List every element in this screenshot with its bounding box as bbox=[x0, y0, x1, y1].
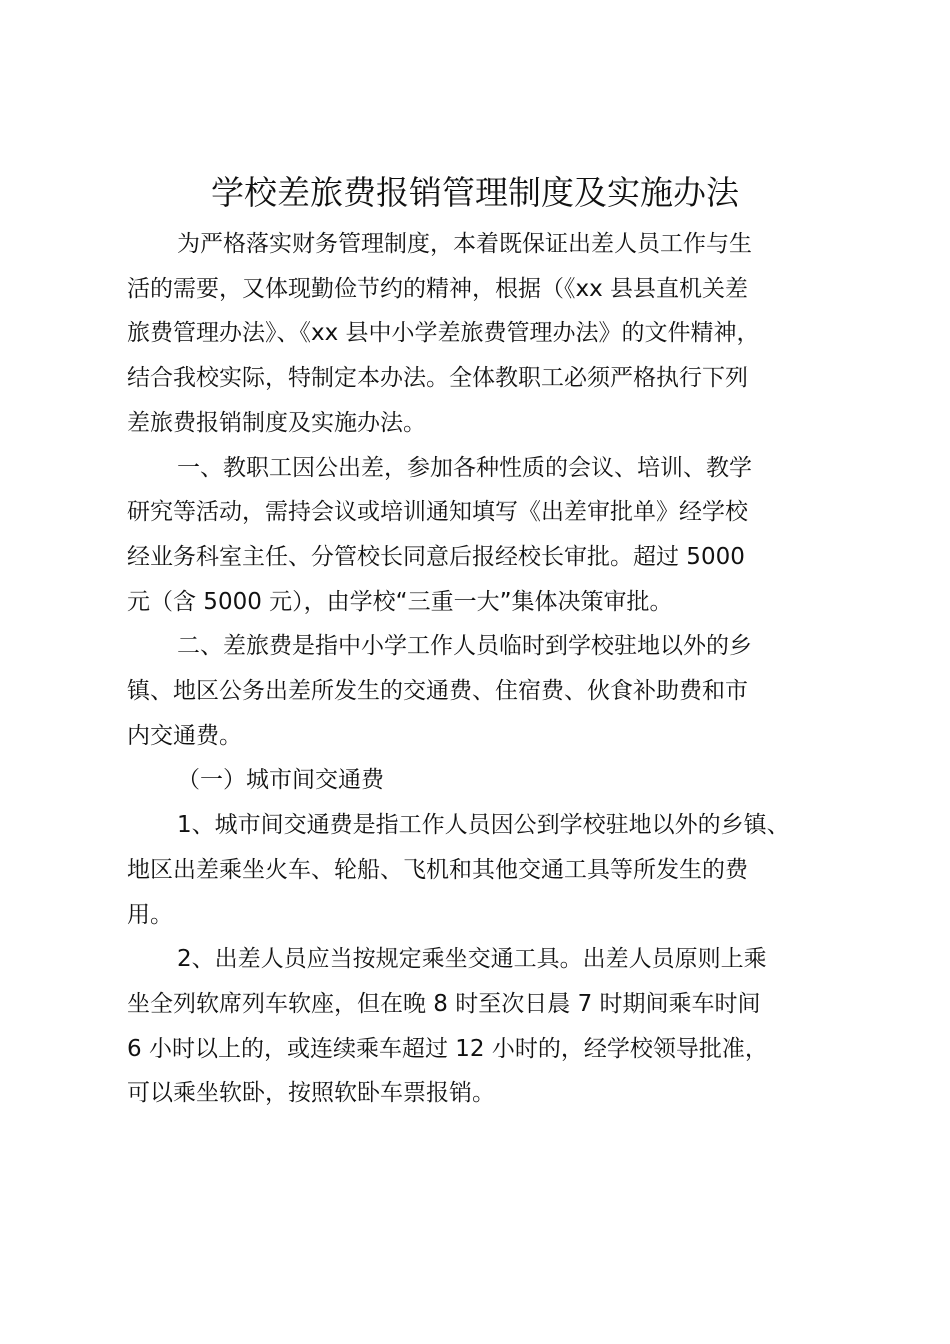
paragraph-line: 1、城市间交通费是指工作人员因公到学校驻地以外的乡镇、 bbox=[177, 812, 790, 839]
paragraph-line: 经业务科室主任、分管校长同意后报经校长审批。超过 5000 bbox=[127, 543, 745, 570]
paragraph-line: 研究等活动，需持会议或培训通知填写《出差审批单》经学校 bbox=[127, 499, 748, 526]
paragraph-line: 镇、地区公务出差所发生的交通费、住宿费、伙食补助费和市 bbox=[127, 678, 748, 705]
document-title: 学校差旅费报销管理制度及实施办法 bbox=[211, 173, 739, 212]
paragraph-line: 一、教职工因公出差，参加各种性质的会议、培训、教学 bbox=[177, 454, 752, 481]
paragraph-line: 结合我校实际，特制定本办法。全体教职工必须严格执行下列 bbox=[127, 365, 748, 392]
paragraph-line: 坐全列软席列车软座，但在晚 8 时至次日晨 7 时期间乘车时间 bbox=[127, 990, 761, 1017]
paragraph-line: 6 小时以上的，或连续乘车超过 12 小时的，经学校领导批准， bbox=[127, 1035, 768, 1062]
paragraph-line: 差旅费报销制度及实施办法。 bbox=[127, 409, 426, 436]
section-heading: （一）城市间交通费 bbox=[177, 767, 384, 794]
paragraph-line: 旅费管理办法》、《xx 县中小学差旅费管理办法》的文件精神， bbox=[127, 320, 760, 347]
paragraph-line: 内交通费。 bbox=[127, 722, 242, 749]
paragraph-line: 元（含 5000 元），由学校“三重一大”集体决策审批。 bbox=[127, 588, 673, 615]
paragraph-line: 2、出差人员应当按规定乘坐交通工具。出差人员原则上乘 bbox=[177, 946, 767, 973]
paragraph-line: 可以乘坐软卧，按照软卧车票报销。 bbox=[127, 1080, 495, 1107]
paragraph-line: 二、差旅费是指中小学工作人员临时到学校驻地以外的乡 bbox=[177, 633, 752, 660]
paragraph-line: 为严格落实财务管理制度，本着既保证出差人员工作与生 bbox=[177, 231, 752, 257]
paragraph-line: 地区出差乘坐火车、轮船、飞机和其他交通工具等所发生的费 bbox=[127, 856, 748, 883]
paragraph-line: 活的需要，又体现勤俭节约的精神，根据（《xx 县县直机关差 bbox=[127, 275, 749, 302]
paragraph-line: 用。 bbox=[127, 901, 173, 928]
document-body bbox=[127, 222, 839, 1116]
